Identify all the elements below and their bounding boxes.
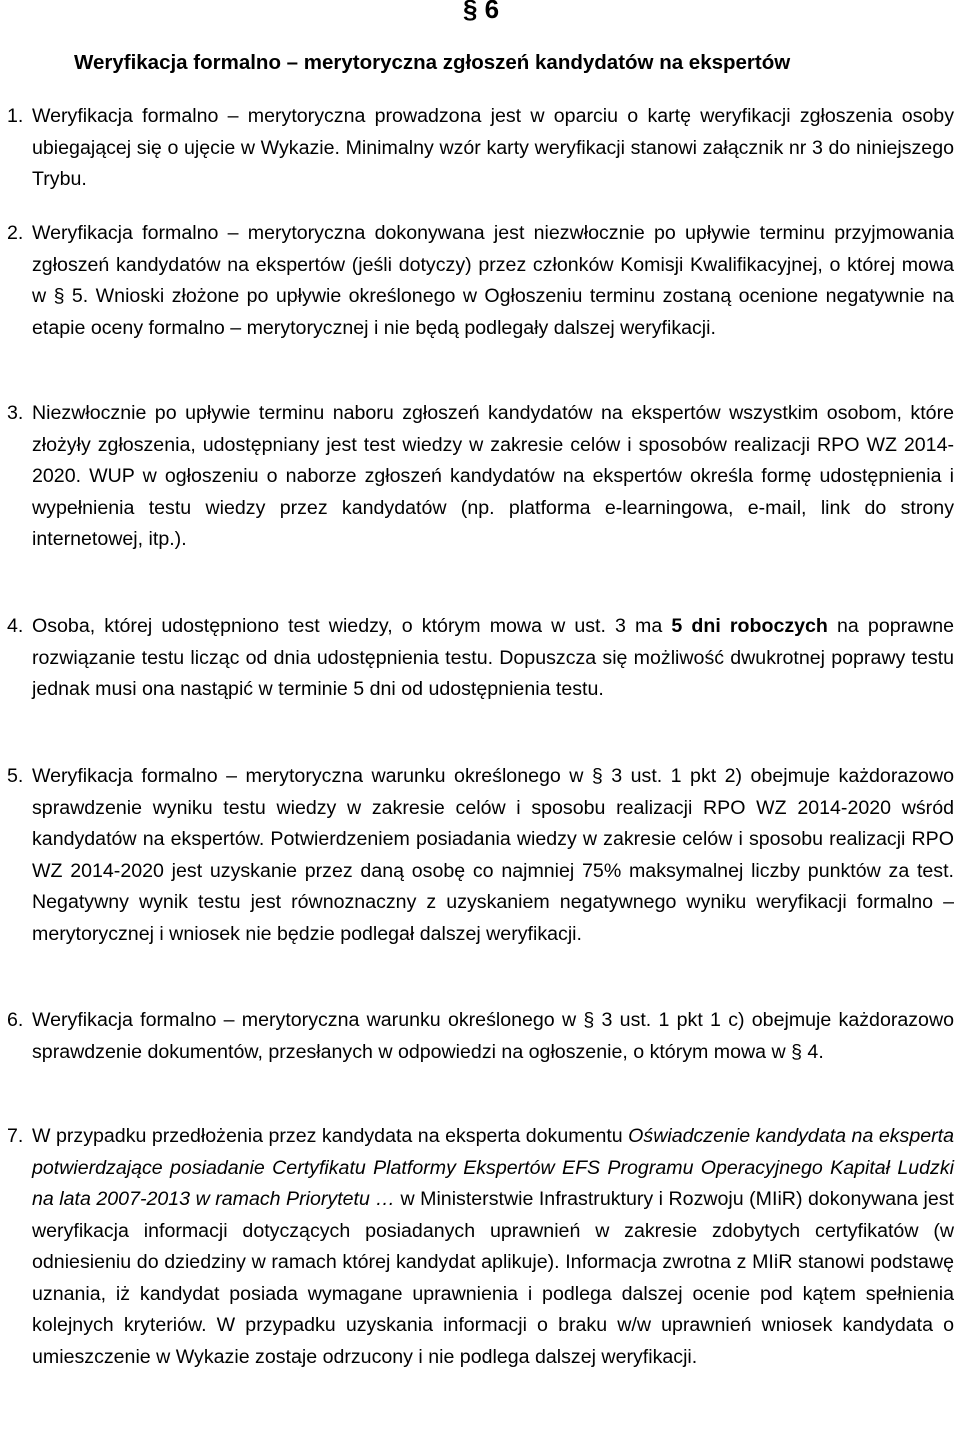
item-number: 2. — [7, 222, 24, 244]
list-item — [0, 1121, 960, 1373]
item-number: 1. — [7, 105, 24, 127]
item-text: Weryfikacja formalno – merytoryczna warunku określonego w § 3 ust. 1 pkt 2) obejmuje każdorazowo sprawdzenie wyniku testu wiedzy w zakresie celów i sposobu realizacji RPO WZ 2014-2020 wśród kandydatów na ekspertów. Potwierdzeniem posiadania wiedzy w zakresie celów i sposobu realizacji RPO WZ 2014-2020 jest uzyskanie przez daną osobę co najmniej 75% maksymalnej liczby punktów za test. Negatywny wynik testu jest równoznaczny z uzyskaniem negatywnego wyniku weryfikacji formalno – merytorycznej i wniosek nie będzie podlegał dalszej weryfikacji. — [32, 765, 954, 945]
item-text — [32, 1121, 954, 1373]
item-text-part: w Ministerstwie Infrastruktury i Rozwoju (MIiR) dokonywana jest weryfikacja informacji dotyczących posiadanych uprawnień w zakresie zdobytych certyfikatów (w odniesieniu do dziedziny w ramach której kandydat aplikuje). Informacja zwrotna z MIiR stanowi podstawę uznania, iż kandydat posiada wymagane uprawnienia i podlega dalszej ocenie pod kątem spełnienia kolejnych kryteriów. W przypadku uzyskania informacji o braku w/w uprawnień wniosek kandydata o umieszczenie w Wykazie zostaje odrzucony i nie podlega dalszej weryfikacji. — [32, 1188, 954, 1368]
item-text: Weryfikacja formalno – merytoryczna warunku określonego w § 3 ust. 1 pkt 1 c) obejmuje każdorazowo sprawdzenie dokumentów, przesłanych w odpowiedzi na ogłoszenie, o którym mowa w § 4. — [32, 1009, 954, 1063]
section-number: § 6 — [463, 0, 500, 24]
item-text: Weryfikacja formalno – merytoryczna prowadzona jest w oparciu o kartę weryfikacji zgłoszenia osoby ubiegającej się o ujęcie w Wykazie. Minimalny wzór karty weryfikacji stanowi załącznik nr 3 do niniejszego Trybu. — [32, 105, 954, 190]
item-number: 3. — [7, 402, 24, 424]
item-text-part: W przypadku przedłożenia przez kandydata na eksperta dokumentu — [32, 1125, 629, 1147]
list-item — [0, 101, 960, 196]
item-text: Niezwłocznie po upływie terminu naboru zgłoszeń kandydatów na ekspertów wszystkim osobom, które złożyły zgłoszenia, udostępniany jest test wiedzy w zakresie celów i sposobów realizacji RPO WZ 2014-2020. WUP w ogłoszeniu o naborze zgłoszeń kandydatów na ekspertów określa formę udostępnienia i wypełnienia testu wiedzy przez kandydatów (np. platforma e-learningowa, e-mail, link do strony internetowej, itp.). — [32, 402, 954, 550]
item-text-part: Osoba, której udostępniono test wiedzy, o którym mowa w ust. 3 ma — [32, 615, 672, 637]
item-text-part: na poprawne rozwiązanie testu licząc od dnia udostępnienia testu. Dopuszcza się możliwość dwukrotnej poprawy testu jednak musi ona nastąpić w terminie 5 dni od udostępnienia testu. — [32, 615, 954, 700]
list-item — [0, 398, 960, 556]
item-number: 5. — [7, 765, 24, 787]
list-item — [0, 611, 960, 706]
item-number: 4. — [7, 615, 24, 637]
page-title: Weryfikacja formalno – merytoryczna zgłoszeń kandydatów na ekspertów — [74, 51, 791, 74]
item-text: Weryfikacja formalno – merytoryczna dokonywana jest niezwłocznie po upływie terminu przyjmowania zgłoszeń kandydatów na ekspertów (jeśli dotyczy) przez członków Komisji Kwalifikacyjnej, o której mowa w § 5. Wnioski złożone po upływie określonego w Ogłoszeniu terminu zostaną ocenione negatywnie na etapie oceny formalno – merytorycznej i nie będą podlegały dalszej weryfikacji. — [32, 222, 954, 339]
bold-deadline: 5 dni roboczych — [671, 615, 828, 637]
item-number: 7. — [7, 1125, 24, 1147]
list-item — [0, 1005, 960, 1068]
item-number: 6. — [7, 1009, 24, 1031]
list-item — [0, 761, 960, 950]
item-text — [32, 611, 954, 706]
italic-document-title: Oświadczenie kandydata na eksperta potwierdzające posiadanie Certyfikatu Platformy Ekspertów EFS Programu Operacyjnego Kapitał Ludzki na lata 2007-2013 w ramach Priorytetu … — [32, 1125, 954, 1210]
list-item — [0, 218, 960, 344]
